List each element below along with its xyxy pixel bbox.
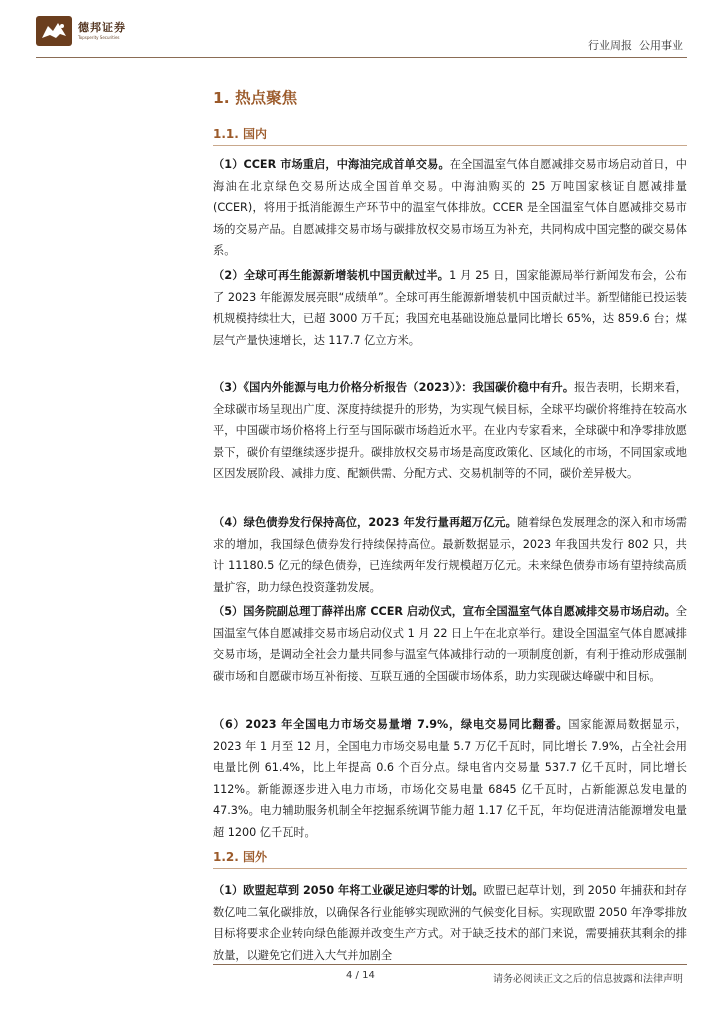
- item-headline: 绿色债券发行保持高位，2023 年发行量再超万亿元。: [243, 516, 517, 529]
- item-headline: 国务院副总理丁薛祥出席 CCER 启动仪式，宣布全国温室气体自愿减排交易市场启动。: [243, 605, 676, 618]
- news-paragraph: [213, 880, 687, 962]
- footer-divider: [213, 964, 687, 965]
- page-number: 4 / 14: [346, 970, 375, 981]
- section-heading-overseas: 1.2. 国外: [213, 850, 267, 864]
- header-divider: [36, 57, 687, 58]
- item-number: （2）: [213, 269, 244, 282]
- logo-chinese-name: 德邦证券: [78, 21, 126, 34]
- item-headline: CCER 市场重启，中海油完成首单交易。: [243, 158, 450, 171]
- news-paragraph: [213, 512, 687, 598]
- news-paragraph: [213, 265, 687, 351]
- legal-disclaimer: 请务必阅读正文之后的信息披露和法律声明: [493, 974, 683, 985]
- section-divider: [213, 145, 687, 146]
- item-number: （1）: [213, 884, 244, 897]
- section-heading-hot-topics: 1. 热点聚焦: [213, 89, 298, 107]
- item-number: （1）: [213, 158, 244, 171]
- item-headline: 全球可再生能源新增装机中国贡献过半。: [243, 269, 450, 282]
- company-logo: [36, 16, 156, 46]
- item-headline: 《国内外能源与电力价格分析报告（2023）》：我国碳价稳中有升。: [243, 381, 575, 394]
- item-headline: 2023 年全国电力市场交易量增 7.9%，绿电交易同比翻番。: [245, 718, 569, 731]
- item-body: 随着绿色发展理念的深入和市场需求的增加，我国绿色债券发行持续保持高位。最新数据显示，2023 年我国共发行 802 只，共计 11180.5 亿元的绿色债券，已连续两年发行规模超万亿元。未来绿色债券市场有望持续高质量扩容，助力绿色投资蓬勃发展。: [213, 516, 687, 594]
- item-number: （6）: [213, 718, 246, 731]
- news-paragraph: [213, 714, 687, 843]
- news-paragraph: [213, 377, 687, 485]
- report-category: 行业周报 公用事业: [588, 39, 683, 52]
- logo-english-name: Topsperity Securities: [78, 35, 120, 40]
- page-header: [0, 0, 724, 62]
- item-number: （5）: [213, 605, 244, 618]
- item-headline: 欧盟起草到 2050 年将工业碳足迹归零的计划。: [243, 884, 484, 897]
- item-body: 全国温室气体自愿减排交易市场启动仪式 1 月 22 日上午在北京举行。建设全国温室气体自愿减排交易市场，是调动全社会力量共同参与温室气体减排行动的一项制度创新，有利于推动形成强制碳市场和自愿碳市场互补衔接、互联互通的全国碳市场体系，助力实现碳达峰碳中和目标。: [213, 605, 687, 683]
- bull-logo-icon: [36, 16, 72, 46]
- section-heading-domestic: 1.1. 国内: [213, 127, 267, 141]
- item-body: 国家能源局数据显示，2023 年 1 月至 12 月，全国电力市场交易电量 5.7 万亿千瓦时，同比增长 7.9%，占全社会用电量比例 61.4%，比上年提高 0.6 个百分点。绿电省内交易量 537.7 亿千瓦时，同比增长 112%。新能源逐步进入电力市场，市场化交易电量 6845 亿千瓦时，占新能源总发电量的 47.3%。电力辅助服务机制全年挖掘系统调节能力超 1.17 亿千瓦，年均促进清洁能源增发电量超 1200 亿千瓦时。: [213, 718, 687, 839]
- item-number: （3）: [213, 381, 244, 394]
- item-body: 欧盟已起草计划，到 2050 年捕获和封存数亿吨二氧化碳排放，以确保各行业能够实现欧洲的气候变化目标。实现欧盟 2050 年净零排放目标将要求企业转向绿色能源并改变生产方式。对于缺乏技术的部门来说，需要捕获其剩余的排放量，以避免它们进入大气并加剧全: [213, 884, 687, 962]
- section-divider: [213, 868, 687, 869]
- news-paragraph: [213, 601, 687, 687]
- item-body: 报告表明，长期来看，全球碳市场呈现出广度、深度持续提升的形势，为实现气候目标，全球平均碳价将维持在较高水平，中国碳市场价格将上行至与国际碳市场趋近水平。在业内专家看来，全球碳中和净零排放愿景下，碳价有望继续逐步提升。碳排放权交易市场是高度政策化、区域化的市场，不同国家或地区因发展阶段、减排力度、配额供需、分配方式、交易机制等的不同，碳价差异极大。: [213, 381, 687, 480]
- item-number: （4）: [213, 516, 244, 529]
- news-paragraph: [213, 154, 687, 262]
- item-body: 在全国温室气体自愿减排交易市场启动首日，中海油在北京绿色交易所达成全国首单交易。中海油购买的 25 万吨国家核证自愿减排量(CCER)，将用于抵消能源生产环节中的温室气体排放。CCER 是全国温室气体自愿减排交易市场的交易产品。自愿减排交易市场与碳排放权交易市场互为补充，共同构成中国完整的碳交易体系。: [213, 158, 687, 257]
- item-body: 1 月 25 日，国家能源局举行新闻发布会，公布了 2023 年能源发展亮眼“成绩单”。全球可再生能源新增装机中国贡献过半。新型储能已投运装机规模持续壮大，已超 3000 万千瓦；我国充电基础设施总量同比增长 65%，达 859.6 台；煤层气产量快速增长，达 117.7 亿立方米。: [213, 269, 687, 347]
